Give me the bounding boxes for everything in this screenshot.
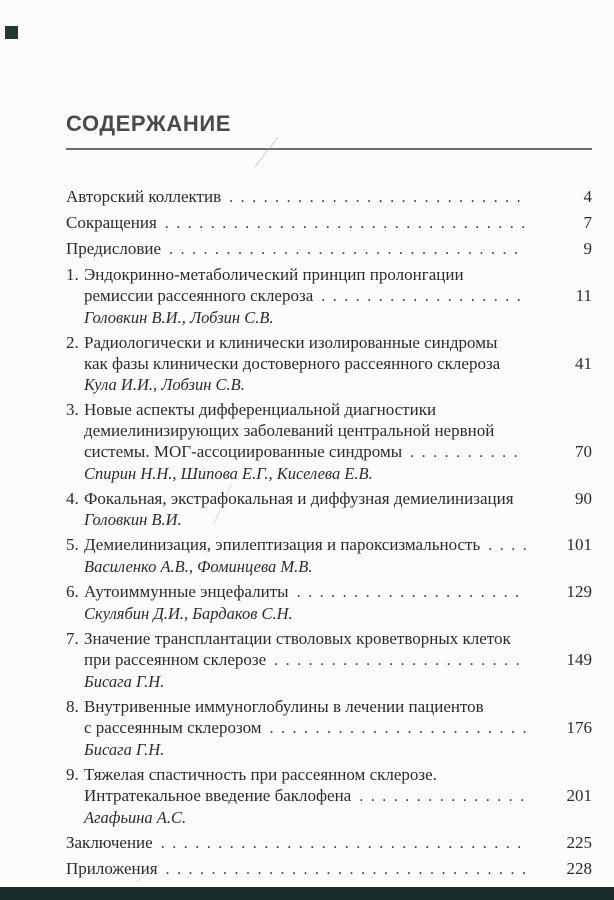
- page-number: 228: [566, 859, 592, 878]
- toc-entry: [66, 696, 592, 760]
- toc-entry-line: [66, 858, 592, 880]
- toc-entry: [66, 832, 592, 854]
- toc-entry-line: [84, 785, 592, 807]
- page-title: СОДЕРЖАНИЕ: [66, 111, 232, 136]
- entry-authors: Бисага Г.Н.: [84, 672, 165, 691]
- dot-leader: [274, 649, 526, 671]
- toc-entry: [66, 534, 592, 577]
- toc-list: [66, 186, 592, 880]
- toc-entry-line: [84, 628, 592, 649]
- entry-title-text: при рассеянном склерозе: [84, 650, 267, 669]
- entry-title-text: как фазы клинически достоверного рассеянного склероза: [84, 354, 501, 373]
- entry-number: 6.: [66, 582, 79, 601]
- entry-authors: Кула И.И., Лобзин С.В.: [84, 375, 245, 394]
- toc-entry-line: [84, 264, 592, 285]
- dot-leader: [488, 534, 526, 556]
- toc-header: [66, 112, 592, 150]
- toc-entry: [66, 238, 592, 260]
- book-cover-edge: [0, 887, 614, 900]
- entry-title-text: Фокальная, экстрафокальная и диффузная демиелинизация: [84, 489, 514, 508]
- toc-entry-line: [66, 832, 592, 854]
- entry-title-text: Тяжелая спастичность при рассеянном склерозе.: [84, 765, 437, 784]
- page-number: 11: [575, 286, 592, 305]
- entry-number: 7.: [66, 629, 79, 648]
- toc-entry-line: [84, 420, 592, 441]
- entry-title-text: Заключение: [66, 833, 153, 852]
- toc-entry: [66, 581, 592, 624]
- entry-authors: Скулябин Д.И., Бардаков С.Н.: [84, 604, 293, 623]
- entry-title-text: Приложения: [66, 859, 158, 878]
- page-number: 41: [575, 354, 592, 373]
- entry-title-text: Аутоиммунные энцефалиты: [84, 582, 289, 601]
- entry-title-text: системы. МОГ-ассоциированные синдромы: [84, 442, 403, 461]
- page-number: 129: [566, 582, 592, 601]
- toc-entry-line: [84, 717, 592, 739]
- dot-leader: [161, 832, 526, 854]
- dot-leader: [229, 186, 526, 208]
- entry-number: 4.: [66, 489, 79, 508]
- toc-entry: [66, 488, 592, 530]
- toc-entry: [66, 332, 592, 395]
- page-number: 149: [566, 650, 592, 669]
- toc-entry-line: [84, 353, 592, 374]
- entry-authors: Агафьина А.С.: [84, 808, 187, 827]
- entry-authors: Василенко А.В., Фоминцева М.В.: [84, 557, 313, 576]
- page-number: 225: [566, 833, 592, 852]
- toc-entry-line: [84, 285, 592, 307]
- toc-entry: [66, 399, 592, 484]
- entry-title-text: Предисловие: [66, 239, 162, 258]
- dot-leader: [297, 581, 526, 603]
- entry-number: 8.: [66, 697, 79, 716]
- toc-entry-line: [84, 764, 592, 785]
- toc-entry-line: [84, 488, 592, 509]
- toc-entry-line: [84, 649, 592, 671]
- dot-leader: [410, 441, 526, 463]
- entry-title-text: Эндокринно-метаболический принцип пролонгации: [84, 265, 464, 284]
- toc-entry-line: [84, 534, 592, 556]
- dot-leader: [169, 238, 526, 260]
- entry-number: 1.: [66, 265, 79, 284]
- entry-title-text: Радиологически и клинически изолированные синдромы: [84, 333, 498, 352]
- entry-title-text: Сокращения: [66, 213, 157, 232]
- toc-entry-line: [84, 399, 592, 420]
- toc-entry: [66, 264, 592, 328]
- page-number: 201: [566, 786, 592, 805]
- entry-title-text: Значение трансплантации стволовых кроветворных клеток: [84, 629, 511, 648]
- entry-title-text: Новые аспекты дифференциальной диагностики: [84, 400, 437, 419]
- entry-number: 5.: [66, 535, 79, 554]
- toc-entry: [66, 186, 592, 208]
- photo-corner-mark: [5, 26, 18, 39]
- dot-leader: [359, 785, 526, 807]
- toc-entry-line: [84, 441, 592, 463]
- dot-leader: [166, 858, 526, 880]
- toc-entry: [66, 764, 592, 828]
- toc-entry-line: [84, 696, 592, 717]
- entry-title-text: Интратекальное введение баклофена: [84, 786, 352, 805]
- entry-title-text: ремиссии рассеянного склероза: [84, 286, 314, 305]
- entry-number: 9.: [66, 765, 79, 784]
- toc-entry: [66, 628, 592, 692]
- entry-title-text: Внутривенные иммуноглобулины в лечении пациентов: [84, 697, 484, 716]
- entry-title-text: Авторский коллектив: [66, 187, 222, 206]
- page-number: 7: [583, 213, 592, 232]
- page-number: 90: [575, 489, 592, 508]
- toc-entry-line: [84, 581, 592, 603]
- dot-leader: [165, 212, 526, 234]
- toc-entry-line: [66, 238, 592, 260]
- toc-entry: [66, 212, 592, 234]
- toc-entry-line: [66, 186, 592, 208]
- toc-entry-line: [66, 212, 592, 234]
- entry-number: 3.: [66, 400, 79, 419]
- entry-title-text: демиелинизирующих заболеваний центральной нервной: [84, 421, 495, 440]
- entry-authors: Спирин Н.Н., Шипова Е.Г., Киселева Е.В.: [84, 464, 373, 483]
- page-number: 70: [575, 442, 592, 461]
- toc-entry: [66, 858, 592, 880]
- page-number: 9: [583, 239, 592, 258]
- entry-title-text: с рассеянным склерозом: [84, 718, 262, 737]
- page-number: 4: [583, 187, 592, 206]
- dot-leader: [270, 717, 526, 739]
- dot-leader: [321, 285, 526, 307]
- page-number: 101: [566, 535, 592, 554]
- entry-authors: Бисага Г.Н.: [84, 740, 165, 759]
- entry-number: 2.: [66, 333, 79, 352]
- page-number: 176: [566, 718, 592, 737]
- entry-title-text: Демиелинизация, эпилептизация и пароксизмальность: [84, 535, 481, 554]
- entry-authors: Головкин В.И.: [84, 510, 182, 529]
- title-rule: [66, 148, 592, 150]
- entry-authors: Головкин В.И., Лобзин С.В.: [84, 308, 274, 327]
- toc-entry-line: [84, 332, 592, 353]
